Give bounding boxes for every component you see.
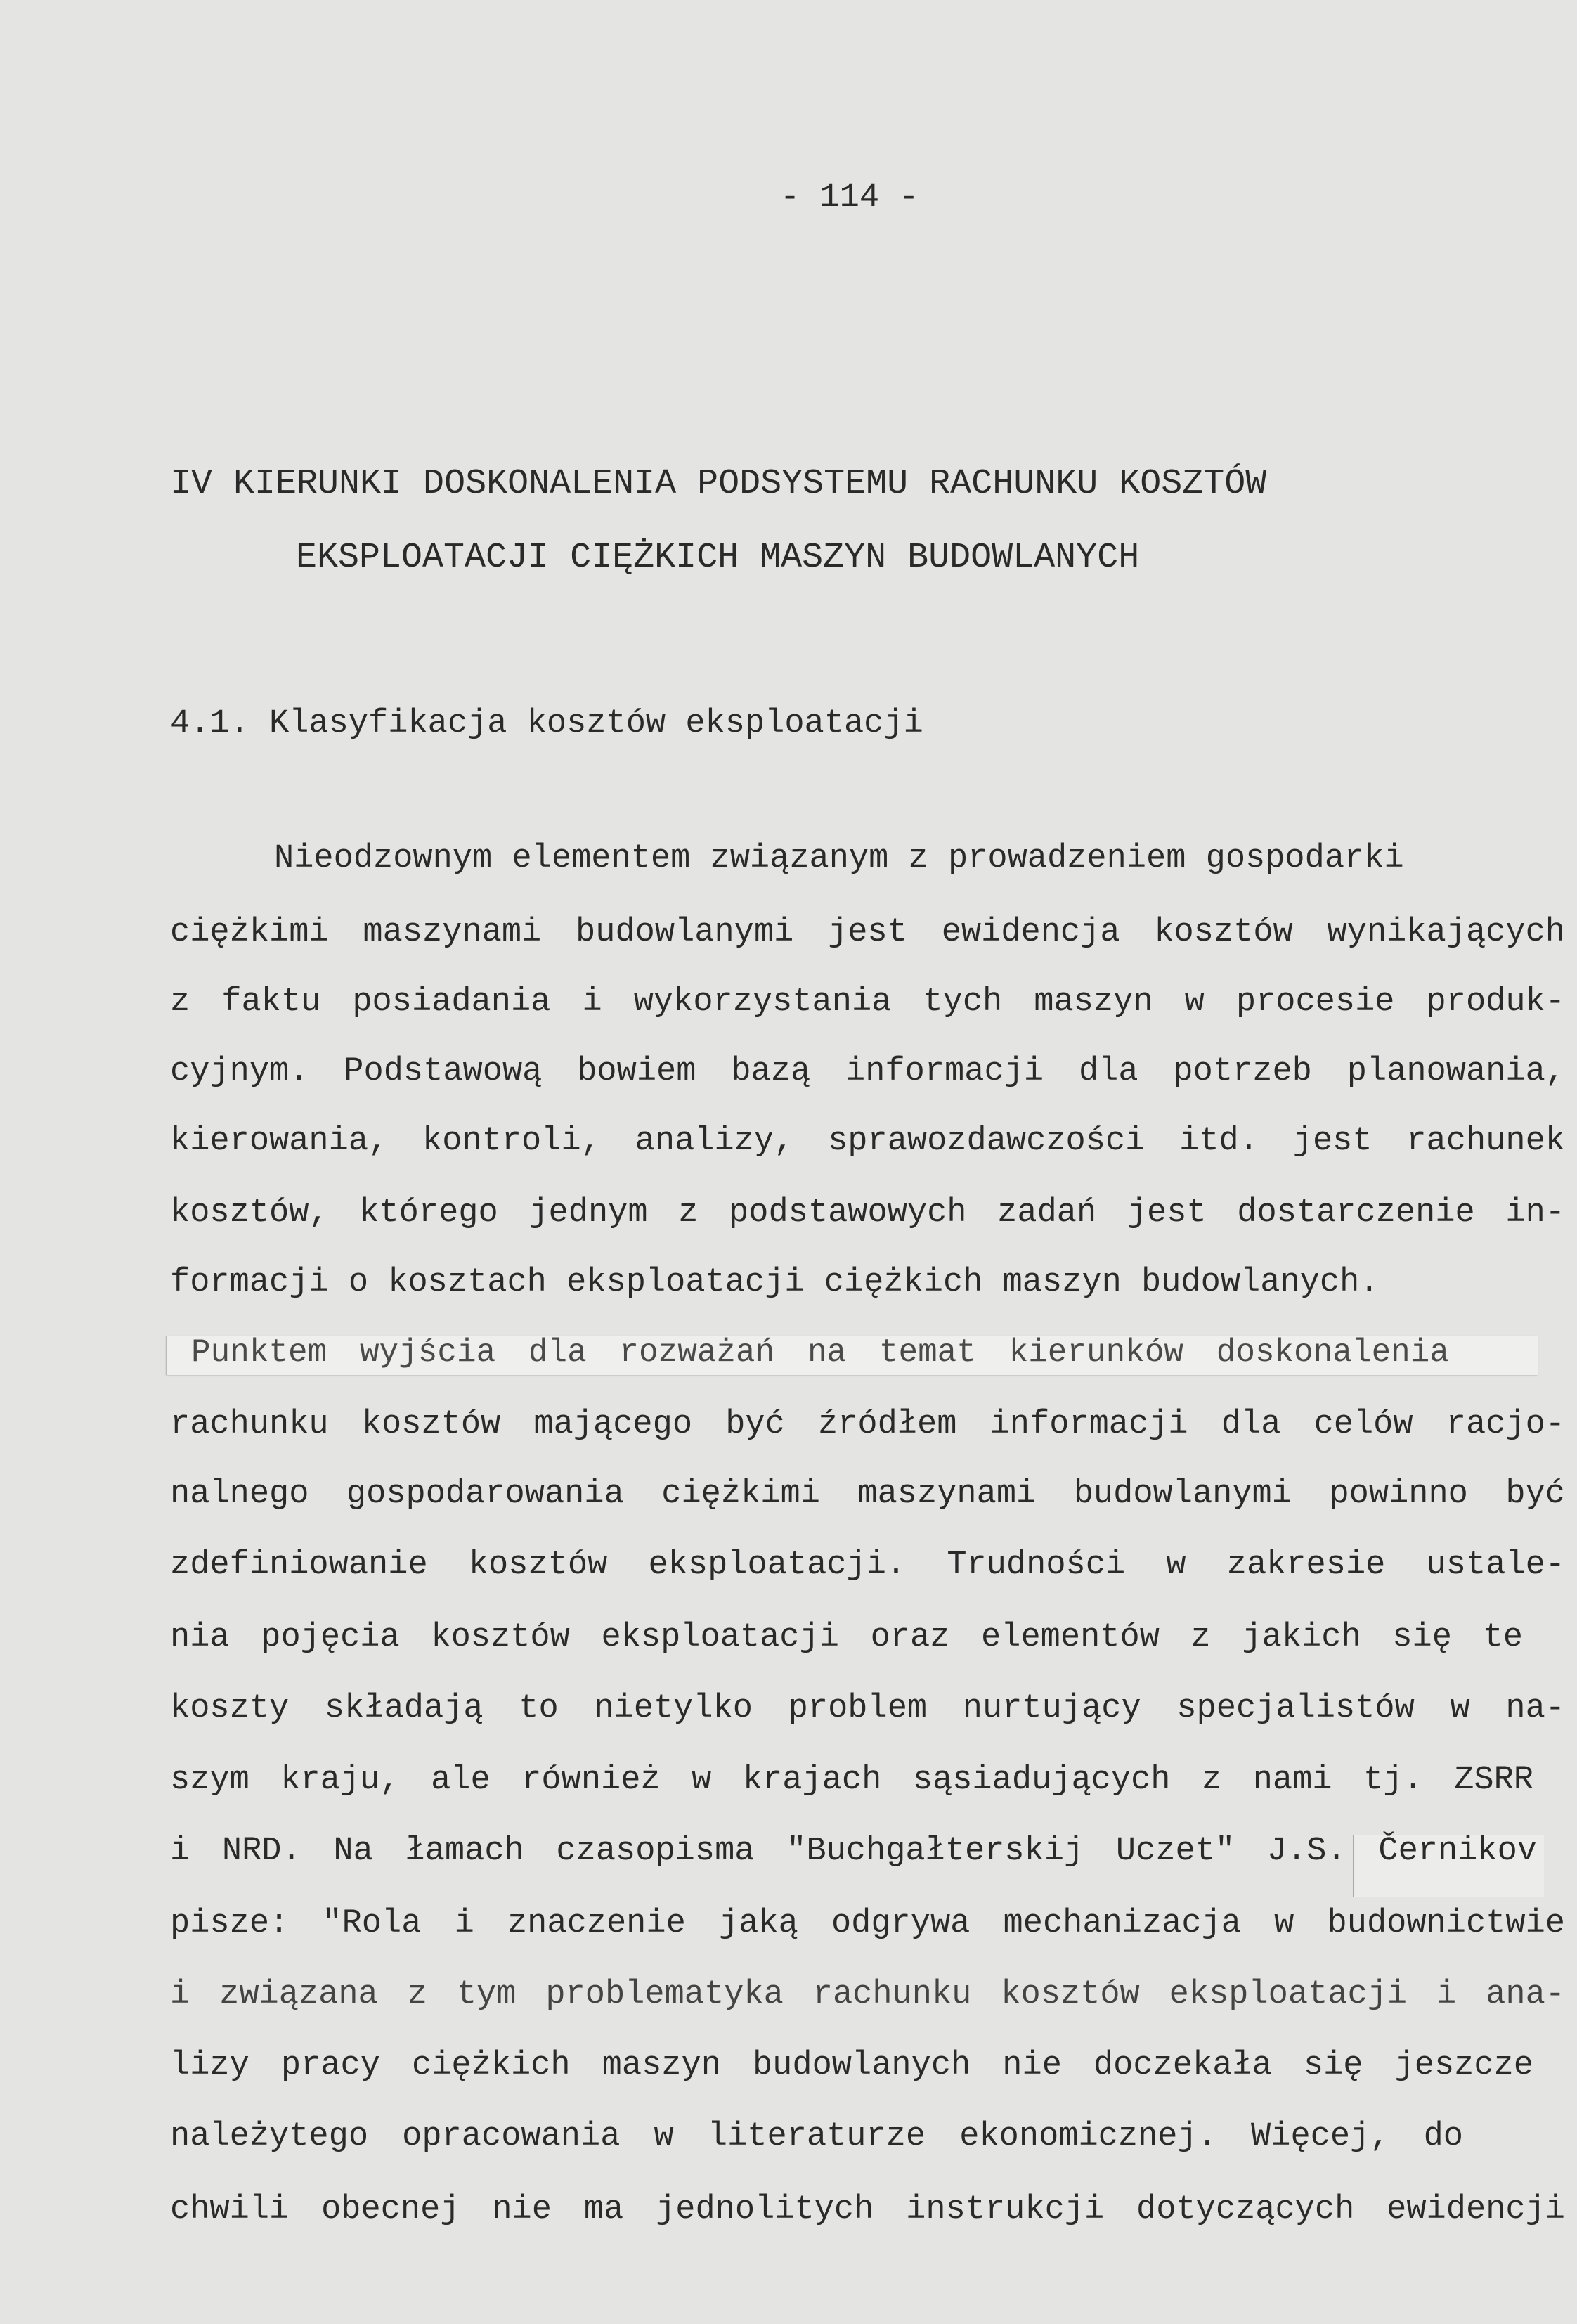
paragraph-line: nia pojęcia kosztów eksploatacji oraz elementów z jakich się te [170, 1619, 1523, 1656]
page-number: - 114 - [780, 179, 919, 217]
paragraph-line: kierowania, kontroli, analizy, sprawozdawczości itd. jest rachunek [170, 1123, 1565, 1160]
paragraph-line: i NRD. Na łamach czasopisma "Buchgałterskij Uczet" J.S. Černikov [170, 1833, 1537, 1870]
paragraph-line: lizy pracy ciężkich maszyn budowlanych nie doczekała się jeszcze [170, 2047, 1533, 2084]
paragraph-line-pasted: Punktem wyjścia dla rozważań na temat kierunków doskonalenia [191, 1334, 1449, 1371]
paragraph-line: ciężkimi maszynami budowlanymi jest ewidencja kosztów wynikających [170, 914, 1565, 951]
paragraph-line: pisze: "Rola i znaczenie jaką odgrywa mechanizacja w budownictwie [170, 1905, 1565, 1942]
paragraph-line: z faktu posiadania i wykorzystania tych maszyn w procesie produk- [170, 983, 1565, 1021]
chapter-heading-line-1: IV KIERUNKI DOSKONALENIA PODSYSTEMU RACHUNKU KOSZTÓW [170, 464, 1267, 504]
paragraph-line: cyjnym. Podstawową bowiem bazą informacji dla potrzeb planowania, [170, 1053, 1565, 1090]
paragraph-line: nalnego gospodarowania ciężkimi maszynami budowlanymi powinno być [170, 1476, 1565, 1513]
paragraph-line: koszty składają to nietylko problem nurtujący specjalistów w na- [170, 1690, 1565, 1727]
paragraph-line: kosztów, którego jednym z podstawowych zadań jest dostarczenie in- [170, 1194, 1565, 1232]
paragraph-line: należytego opracowania w literaturze ekonomicznej. Więcej, do [170, 2118, 1463, 2155]
paragraph-line: zdefiniowanie kosztów eksploatacji. Trudności w zakresie ustale- [170, 1547, 1565, 1584]
paragraph-line: i związana z tym problematyka rachunku kosztów eksploatacji i ana- [170, 1976, 1565, 2013]
paragraph-line: szym kraju, ale również w krajach sąsiadujących z nami tj. ZSRR [170, 1762, 1533, 1799]
section-heading: 4.1. Klasyfikacja kosztów eksploatacji [170, 705, 923, 742]
paragraph-line: chwili obecnej nie ma jednolitych instrukcji dotyczących ewidencji [170, 2191, 1565, 2228]
paragraph-line: formacji o kosztach eksploatacji ciężkich maszyn budowlanych. [170, 1264, 1380, 1301]
paragraph-line: rachunku kosztów mającego być źródłem informacji dla celów racjo- [170, 1406, 1565, 1443]
paragraph-line: Nieodzownym elementem związanym z prowadzeniem gospodarki [274, 840, 1404, 877]
chapter-heading-line-2: EKSPLOATACJI CIĘŻKICH MASZYN BUDOWLANYCH [296, 538, 1140, 578]
